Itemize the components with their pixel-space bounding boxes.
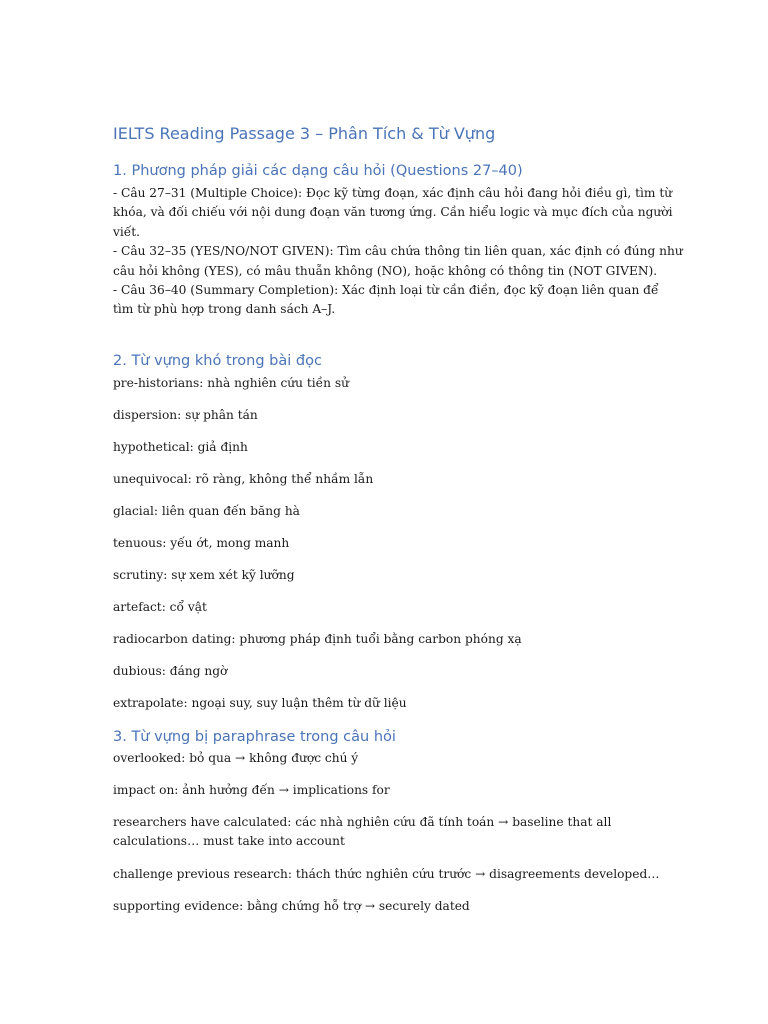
paragraph-line: - Câu 36–40 (Summary Completion): Xác định loại từ cần điền, đọc kỹ đoạn liên quan để — [113, 283, 659, 298]
paragraph-line: câu hỏi không (YES), có mâu thuẫn không (NO), hoặc không có thông tin (NOT GIVEN). — [113, 263, 658, 278]
paraphrase-line: researchers have calculated: các nhà nghiên cứu đã tính toán → baseline that all — [113, 815, 612, 829]
paragraph-line: khóa, và đối chiếu với nội dung đoạn văn tương ứng. Cần hiểu logic và mục đích của người — [113, 205, 673, 220]
vocab-item: dispersion: sự phân tán — [113, 408, 258, 422]
vocab-item: unequivocal: rõ ràng, không thể nhầm lẫn — [113, 472, 374, 486]
vocab-item: dubious: đáng ngờ — [113, 664, 228, 678]
section-1-paragraph — [113, 184, 683, 320]
vocab-item: glacial: liên quan đến băng hà — [113, 504, 300, 518]
document-title: IELTS Reading Passage 3 – Phân Tích & Từ Vựng — [113, 124, 496, 143]
paragraph-line: - Câu 27–31 (Multiple Choice): Đọc kỹ từng đoạn, xác định câu hỏi đang hỏi điều gì, tìm từ — [113, 186, 673, 200]
section-1-heading: 1. Phương pháp giải các dạng câu hỏi (Questions 27–40) — [113, 163, 523, 179]
paraphrase-line: overlooked: bỏ qua → không được chú ý — [113, 751, 359, 765]
vocab-item: tenuous: yếu ớt, mong manh — [113, 536, 290, 550]
paragraph-line: - Câu 32–35 (YES/NO/NOT GIVEN): Tìm câu chứa thông tin liên quan, xác định có đúng như — [113, 244, 683, 259]
vocab-item: extrapolate: ngoại suy, suy luận thêm từ dữ liệu — [113, 696, 407, 710]
paraphrase-line: challenge previous research: thách thức nghiên cứu trước → disagreements developed… — [113, 867, 660, 881]
paraphrase-line: calculations… must take into account — [113, 834, 345, 849]
section-2-heading: 2. Từ vựng khó trong bài đọc — [113, 353, 322, 369]
section-3-heading: 3. Từ vựng bị paraphrase trong câu hỏi — [113, 729, 396, 745]
paraphrase-item — [113, 749, 653, 768]
paraphrase-item — [113, 897, 653, 916]
vocab-item: artefact: cổ vật — [113, 600, 207, 614]
paraphrase-line: supporting evidence: bằng chứng hỗ trợ → securely dated — [113, 899, 470, 913]
paragraph-line: viết. — [113, 224, 141, 239]
vocab-item: pre-historians: nhà nghiên cứu tiền sử — [113, 376, 349, 390]
vocab-item: scrutiny: sự xem xét kỹ lưỡng — [113, 568, 295, 582]
paraphrase-line: impact on: ảnh hưởng đến → implications for — [113, 783, 390, 797]
paragraph-line: tìm từ phù hợp trong danh sách A–J. — [113, 302, 336, 317]
vocab-item: radiocarbon dating: phương pháp định tuổi bằng carbon phóng xạ — [113, 632, 522, 646]
vocab-item: hypothetical: giả định — [113, 440, 248, 454]
paraphrase-item — [113, 865, 660, 884]
paraphrase-item — [113, 813, 653, 852]
paraphrase-item — [113, 781, 653, 800]
